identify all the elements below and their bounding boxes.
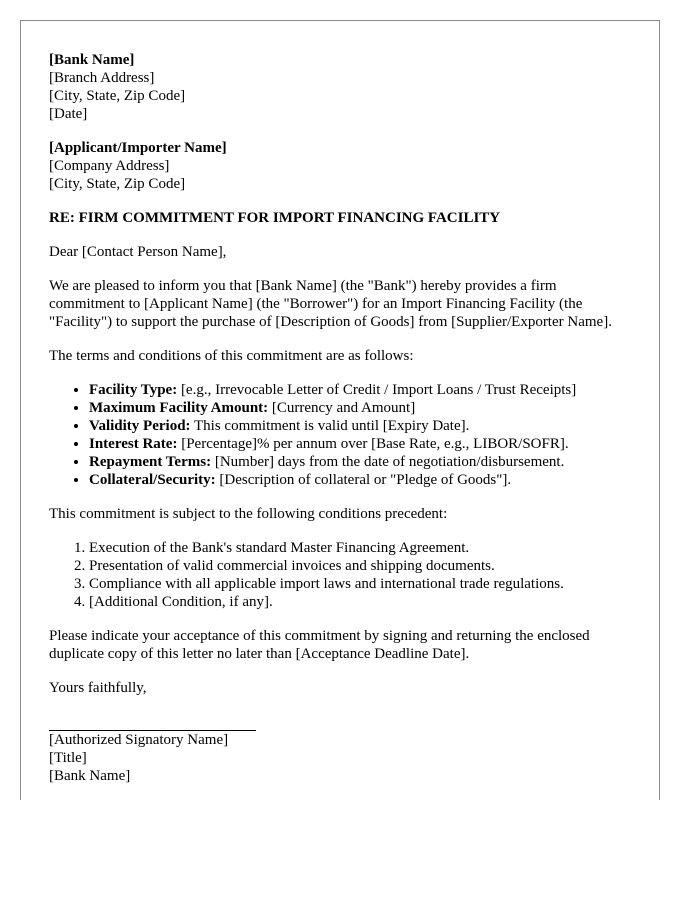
term-text: [Currency and Amount] (268, 400, 416, 416)
term-label: Collateral/Security: (89, 472, 216, 488)
term-text: [e.g., Irrevocable Letter of Credit / Import Loans / Trust Receipts] (177, 382, 577, 398)
term-item (89, 435, 634, 453)
term-label: Interest Rate: (89, 436, 178, 452)
bank-city-state-zip: [City, State, Zip Code] (49, 88, 186, 104)
salutation: Dear [Contact Person Name], (49, 244, 227, 260)
intro-paragraph: We are pleased to inform you that [Bank Name] (the "Bank") hereby provides a firm commitment to [Applicant Name] (the "Borrower") for an Import Financing Facility (the "Facility") to support the purchase of [Description of Goods] from [Supplier/Exporter Name]. (49, 278, 612, 330)
bank-name: [Bank Name] (49, 52, 135, 68)
bank-address-block (49, 51, 634, 123)
term-label: Repayment Terms: (89, 454, 212, 470)
term-text: [Number] days from the date of negotiation/disbursement. (211, 454, 565, 470)
acceptance-paragraph: Please indicate your acceptance of this commitment by signing and returning the enclosed duplicate copy of this letter no later than [Acceptance Deadline Date]. (49, 628, 590, 662)
letter-date: [Date] (49, 106, 88, 122)
term-item (89, 471, 634, 489)
signatory-block (49, 731, 634, 785)
term-text: [Percentage]% per annum over [Base Rate, e.g., LIBOR/SOFR]. (177, 436, 569, 452)
conditions-list (49, 539, 634, 611)
applicant-city-state-zip: [City, State, Zip Code] (49, 176, 186, 192)
condition-item: 4. [Additional Condition, if any]. (89, 593, 634, 611)
term-label: Facility Type: (89, 382, 178, 398)
condition-item: 3. Compliance with all applicable import laws and international trade regulations. (89, 575, 634, 593)
applicant-name: [Applicant/Importer Name] (49, 140, 227, 156)
conditions-intro: This commitment is subject to the following conditions precedent: (49, 506, 448, 522)
terms-list (49, 381, 634, 489)
term-text: [Description of collateral or "Pledge of Goods"]. (215, 472, 512, 488)
term-label: Maximum Facility Amount: (89, 400, 269, 416)
letter-page (20, 20, 660, 800)
condition-item: 1. Execution of the Bank's standard Master Financing Agreement. (89, 539, 634, 557)
condition-item: 2. Presentation of valid commercial invoices and shipping documents. (89, 557, 634, 575)
applicant-address-block (49, 139, 634, 193)
letter-content (49, 51, 634, 785)
bank-branch-address: [Branch Address] (49, 70, 155, 86)
signatory-name: [Authorized Signatory Name] (49, 732, 229, 748)
signatory-title: [Title] (49, 750, 87, 766)
term-item (89, 381, 634, 399)
term-item (89, 417, 634, 435)
closing: Yours faithfully, (49, 680, 147, 696)
applicant-company-address: [Company Address] (49, 158, 170, 174)
term-text: This commitment is valid until [Expiry Date]. (190, 418, 470, 434)
term-item (89, 399, 634, 417)
term-label: Validity Period: (89, 418, 191, 434)
subject-line: RE: FIRM COMMITMENT FOR IMPORT FINANCING FACILITY (49, 210, 501, 226)
term-item (89, 453, 634, 471)
terms-intro: The terms and conditions of this commitment are as follows: (49, 348, 414, 364)
signatory-bank-name: [Bank Name] (49, 768, 131, 784)
